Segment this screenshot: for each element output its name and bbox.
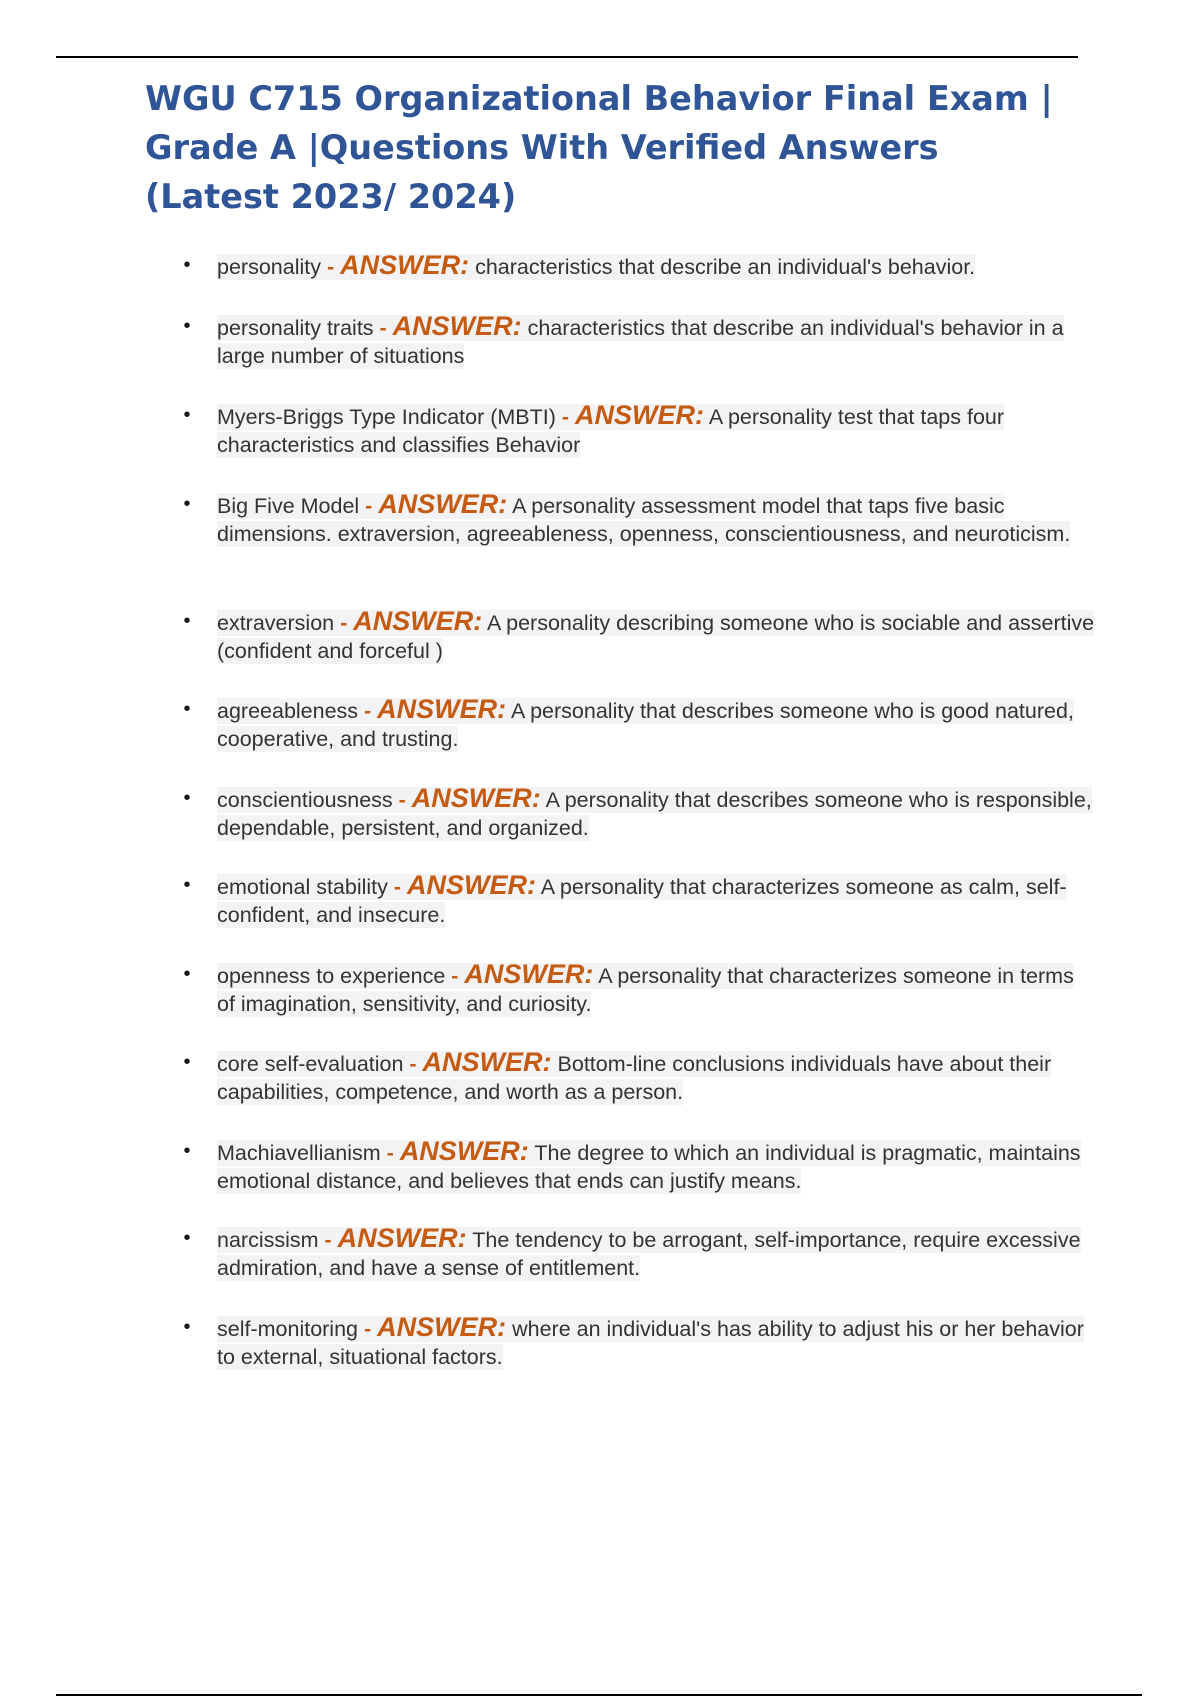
definition: The degree to which an individual is pragmatic, maintains emotional distance, and believes that ends can justify means.: [217, 1141, 1081, 1193]
term: openness to experience: [217, 964, 446, 988]
qa-item: [183, 400, 1097, 459]
answer-label: - ANSWER:: [387, 870, 536, 900]
answer-label: - ANSWER:: [358, 694, 507, 724]
definition: A personality describing someone who is sociable and assertive (confident and forceful ): [217, 611, 1095, 663]
term: Myers-Briggs Type Indicator (MBTI): [217, 405, 556, 429]
definition: characteristics that describe an individual's behavior.: [475, 255, 976, 279]
bottom-rule: [56, 1694, 1142, 1696]
answer-label: - ANSWER:: [392, 783, 541, 813]
definition: A personality that characterizes someone as calm, self-confident, and insecure.: [217, 875, 1067, 927]
bullet-icon: •: [183, 610, 191, 632]
term: personality traits: [217, 316, 374, 340]
definition: A personality that describes someone who is good natured, cooperative, and trusting.: [217, 699, 1074, 751]
term: core self-evaluation: [217, 1052, 404, 1076]
qa-item: [183, 489, 1097, 548]
answer-label: - ANSWER:: [318, 1223, 467, 1253]
bullet-icon: •: [183, 1227, 191, 1249]
qa-item: [183, 1047, 1097, 1106]
bullet-icon: •: [183, 1316, 191, 1338]
definition: A personality assessment model that taps five basic dimensions. extraversion, agreeableness, openness, conscientiousness, and neuroticism.: [217, 494, 1071, 546]
term: agreeableness: [217, 699, 359, 723]
term: conscientiousness: [217, 788, 393, 812]
qa-item: [183, 694, 1097, 753]
answer-label: - ANSWER:: [334, 606, 483, 636]
qa-item: [183, 783, 1097, 842]
definition: A personality test that taps four characteristics and classifies Behavior: [217, 405, 1005, 457]
definition: The tendency to be arrogant, self-importance, require excessive admiration, and have a sense of entitlement.: [217, 1228, 1081, 1280]
bullet-icon: •: [183, 698, 191, 720]
definition: A personality that characterizes someone in terms of imagination, sensitivity, and curiosity.: [217, 964, 1074, 1016]
qa-item: [183, 311, 1097, 370]
bullet-icon: •: [183, 874, 191, 896]
qa-item: [183, 1312, 1097, 1371]
top-rule: [56, 56, 1078, 58]
definition: A personality that describes someone who is responsible, dependable, persistent, and organized.: [217, 788, 1092, 840]
bullet-icon: •: [183, 493, 191, 515]
qa-item: [183, 870, 1097, 929]
term: narcissism: [217, 1228, 319, 1252]
answer-label: - ANSWER:: [358, 1312, 507, 1342]
answer-label: - ANSWER:: [403, 1047, 552, 1077]
bullet-icon: •: [183, 404, 191, 426]
bullet-icon: •: [183, 787, 191, 809]
qa-item: [183, 250, 1097, 281]
qa-item: [183, 1223, 1097, 1282]
answer-label: - ANSWER:: [359, 489, 508, 519]
answer-label: - ANSWER:: [320, 250, 470, 280]
answer-label: - ANSWER:: [445, 959, 594, 989]
term: Machiavellianism: [217, 1141, 381, 1165]
term: emotional stability: [217, 875, 388, 899]
bullet-icon: •: [183, 254, 191, 276]
bullet-icon: •: [183, 1140, 191, 1162]
qa-item: [183, 1136, 1097, 1195]
answer-label: - ANSWER:: [373, 311, 522, 341]
bullet-icon: •: [183, 963, 191, 985]
qa-item: [183, 606, 1097, 665]
definition: Bottom-line conclusions individuals have about their capabilities, competence, and worth as a person.: [217, 1052, 1052, 1104]
definition: characteristics that describe an individual's behavior in a large number of situations: [217, 316, 1064, 368]
document-title: WGU C715 Organizational Behavior Final Exam | Grade A |Questions With Verified Answers (Latest 2023/ 2024): [145, 79, 1053, 216]
answer-label: - ANSWER:: [555, 400, 705, 430]
definition: where an individual's has ability to adjust his or her behavior to external, situational factors.: [217, 1317, 1084, 1369]
term: extraversion: [217, 611, 335, 635]
term: self-monitoring: [217, 1317, 358, 1341]
term: personality: [217, 255, 321, 279]
answer-label: - ANSWER:: [380, 1136, 529, 1166]
term: Big Five Model: [217, 494, 360, 518]
bullet-icon: •: [183, 315, 191, 337]
bullet-icon: •: [183, 1051, 191, 1073]
qa-item: [183, 959, 1097, 1018]
